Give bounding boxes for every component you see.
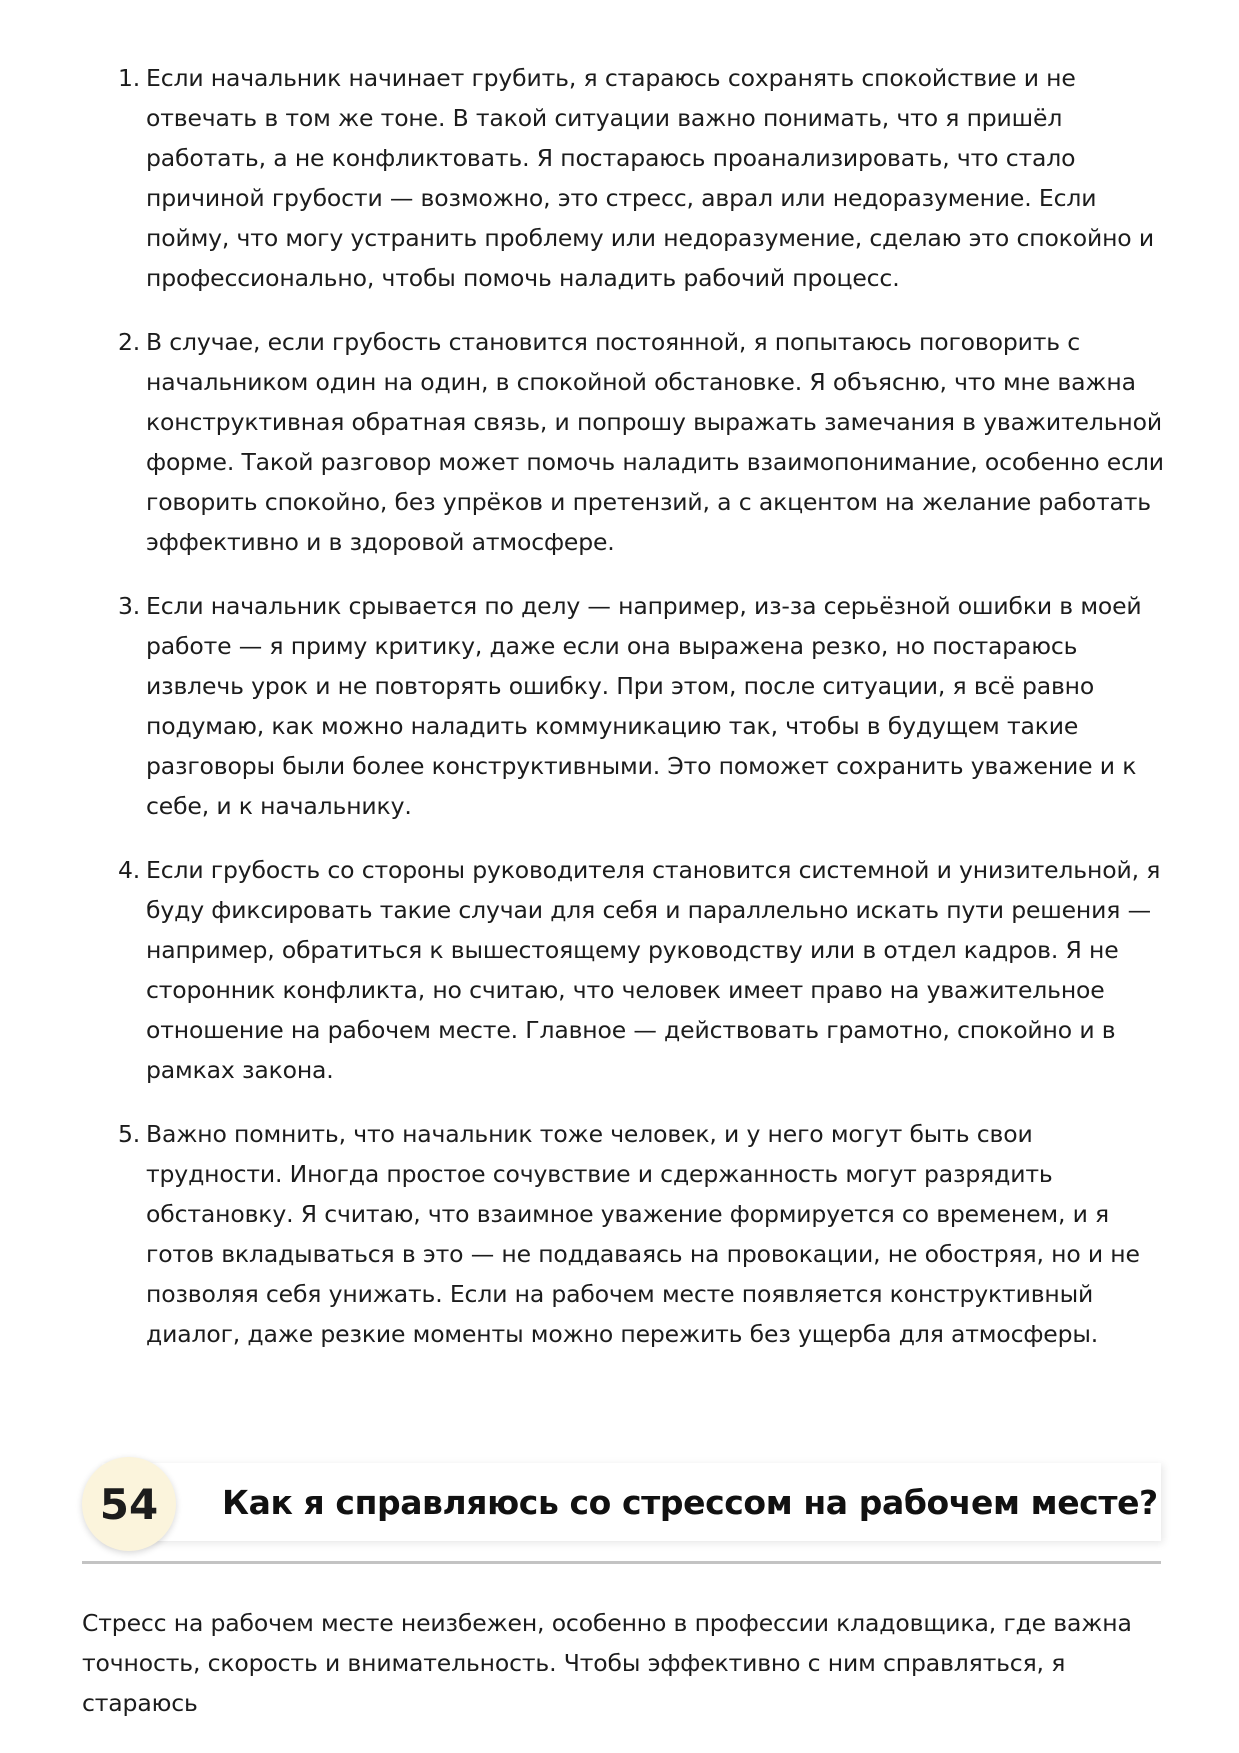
list-item (118, 850, 1168, 1090)
list-item (118, 586, 1168, 826)
question-title: Как я справляюсь со стрессом на рабочем месте? (222, 1483, 1158, 1522)
list-item (118, 1114, 1168, 1354)
list-item-text: Если начальник срывается по делу — например, из-за серьёзной ошибки в моей работе — я приму критику, даже если она выражена резко, но постараюсь извлечь урок и не повторять ошибку. При этом, после ситуации, я всё равно подумаю, как можно наладить коммуникацию так, чтобы в будущем такие разговоры были более конструктивными. Это поможет сохранить уважение и к себе, и к начальнику. (146, 592, 1142, 820)
question-header (82, 1457, 1161, 1565)
list-item-number: 5. (118, 1120, 141, 1148)
list-item-text: Если начальник начинает грубить, я стараюсь сохранять спокойствие и не отвечать в том же тоне. В такой ситуации важно понимать, что я пришёл работать, а не конфликтовать. Я постараюсь проанализировать, что стало причиной грубости — возможно, это стресс, аврал или недоразумение. Если пойму, что могу устранить проблему или недоразумение, сделаю это спокойно и профессионально, чтобы помочь наладить рабочий процесс. (146, 64, 1154, 292)
list-item-text: Если грубость со стороны руководителя становится системной и унизительной, я буду фиксировать такие случаи для себя и параллельно искать пути решения — например, обратиться к вышестоящему руководству или в отдел кадров. Я не сторонник конфликта, но считаю, что человек имеет право на уважительное отношение на рабочем месте. Главное — действовать грамотно, спокойно и в рамках закона. (146, 856, 1161, 1084)
answer-intro-paragraph: Стресс на рабочем месте неизбежен, особенно в профессии кладовщика, где важна точность, скорость и внимательность. Чтобы эффективно с ним справляться, я стараюсь (82, 1609, 1132, 1717)
list-item-number: 4. (118, 856, 141, 884)
list-item (118, 58, 1168, 298)
list-item (118, 322, 1168, 562)
answer-list (118, 58, 1168, 1378)
list-item-number: 2. (118, 328, 141, 356)
list-item-text: В случае, если грубость становится постоянной, я попытаюсь поговорить с начальником один на один, в спокойной обстановке. Я объясню, что мне важна конструктивная обратная связь, и попрошу выражать замечания в уважительной форме. Такой разговор может помочь наладить взаимопонимание, особенно если говорить спокойно, без упрёков и претензий, а с акцентом на желание работать эффективно и в здоровой атмосфере. (146, 328, 1164, 556)
question-number-badge: 54 (82, 1457, 176, 1551)
list-item-number: 3. (118, 592, 141, 620)
list-item-text: Важно помнить, что начальник тоже человек, и у него могут быть свои трудности. Иногда простое сочувствие и сдержанность могут разрядить обстановку. Я считаю, что взаимное уважение формируется со временем, и я готов вкладываться в это — не поддаваясь на провокации, не обостряя, но и не позволяя себя унижать. Если на рабочем месте появляется конструктивный диалог, даже резкие моменты можно пережить без ущерба для атмосферы. (146, 1120, 1140, 1348)
header-divider (82, 1561, 1161, 1564)
list-item-number: 1. (118, 64, 141, 92)
